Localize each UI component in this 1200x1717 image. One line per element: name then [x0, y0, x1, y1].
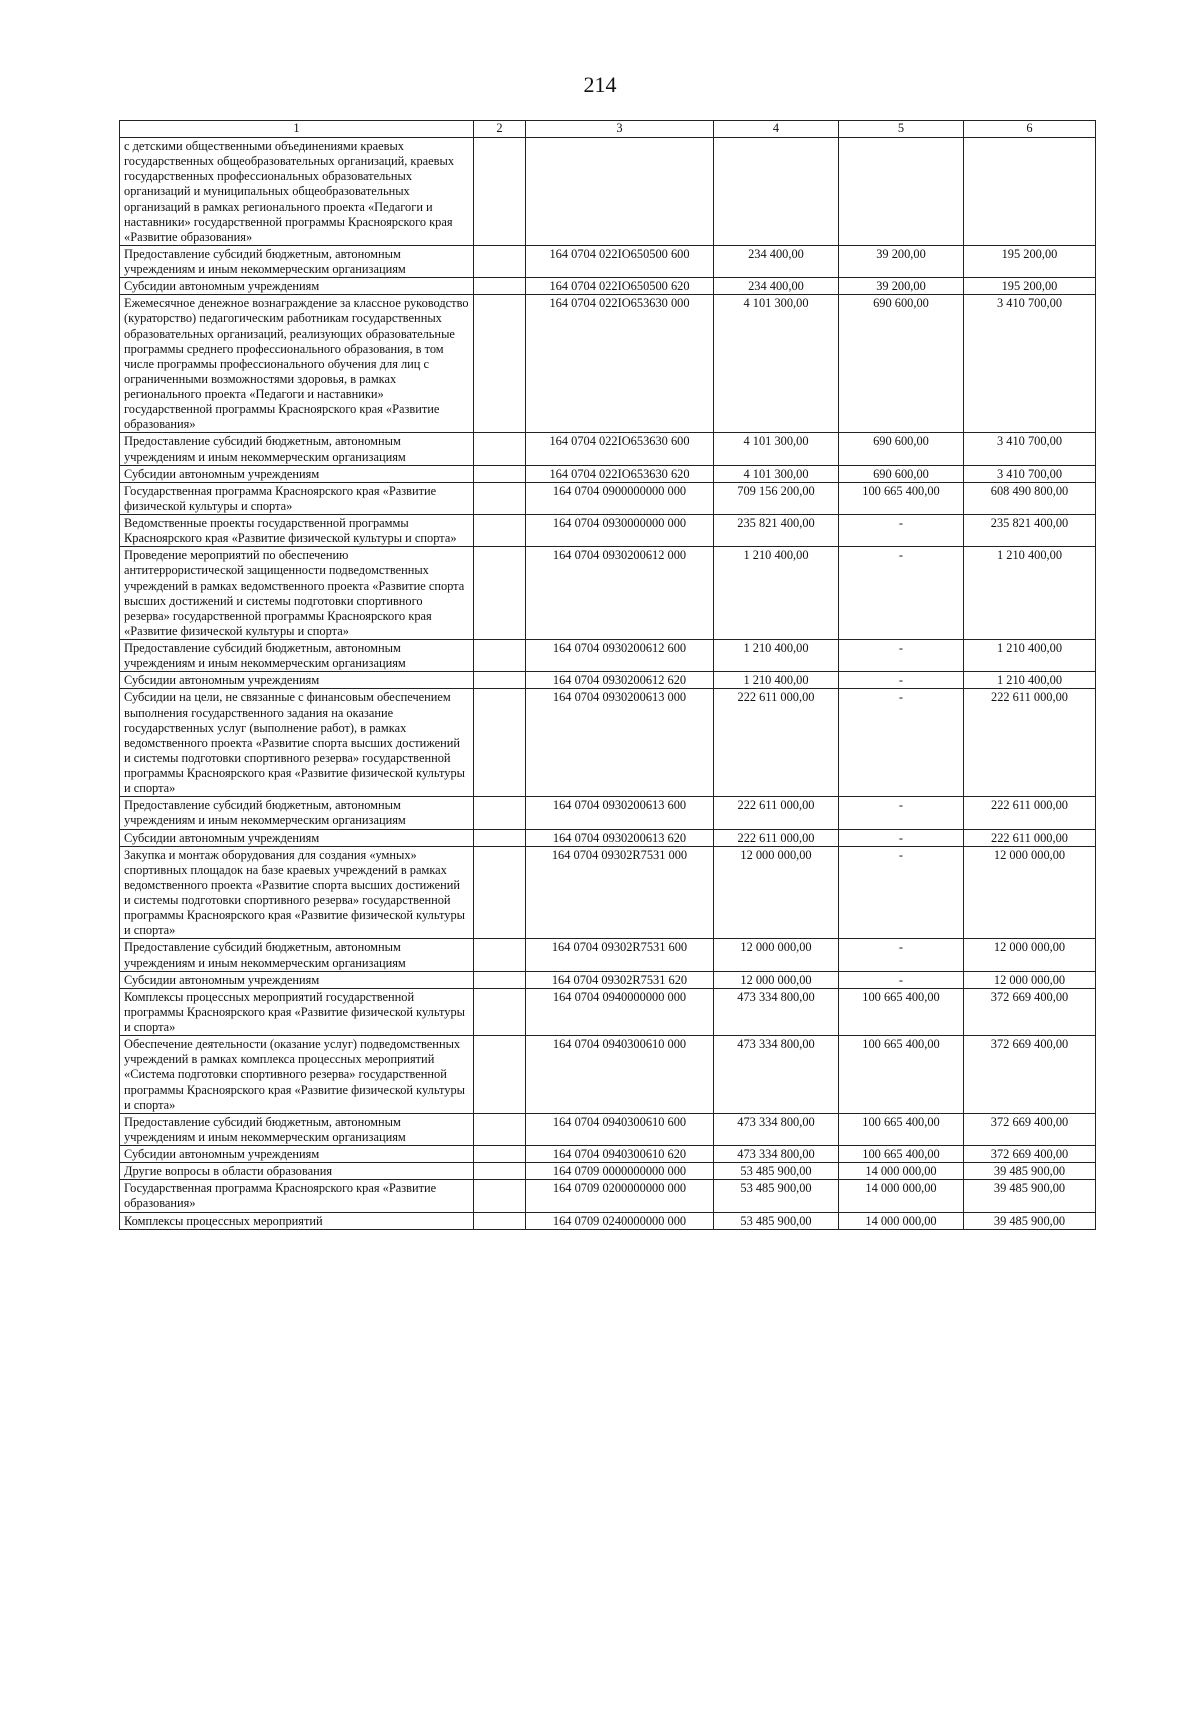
row-value-col5: 100 665 400,00 [839, 988, 964, 1035]
table-row [120, 278, 1096, 295]
row-value-col6: 39 485 900,00 [964, 1212, 1096, 1229]
page-number: 214 [583, 72, 617, 97]
row-col2 [474, 797, 526, 829]
table-row [120, 971, 1096, 988]
row-name: Другие вопросы в области образования [120, 1163, 474, 1180]
row-value-col5: - [839, 689, 964, 797]
row-col2 [474, 515, 526, 547]
row-col2 [474, 547, 526, 640]
table-row [120, 689, 1096, 797]
table-row [120, 988, 1096, 1035]
row-value-col6: 1 210 400,00 [964, 547, 1096, 640]
row-name: Ведомственные проекты государственной программы Красноярского края «Развитие физической культуры и спорта» [120, 515, 474, 547]
row-col2 [474, 465, 526, 482]
row-code: 164 0704 0940000000 000 [526, 988, 714, 1035]
row-name: Субсидии на цели, не связанные с финансовым обеспечением выполнения государственного задания на оказание государственных услуг (выполнение работ), в рамках ведомственного проекта «Развитие спорта высших достижений и системы подготовки спортивного резерва» государственной программы Красноярского края «Развитие физической культуры и спорта» [120, 689, 474, 797]
row-code: 164 0704 0940300610 000 [526, 1036, 714, 1114]
row-col2 [474, 482, 526, 514]
column-header-1: 1 [120, 121, 474, 138]
row-name: Государственная программа Красноярского края «Развитие физической культуры и спорта» [120, 482, 474, 514]
row-value-col4: 473 334 800,00 [714, 1146, 839, 1163]
row-value-col6: 39 485 900,00 [964, 1163, 1096, 1180]
row-col2 [474, 689, 526, 797]
row-value-col5: - [839, 797, 964, 829]
table-row [120, 295, 1096, 433]
row-value-col4 [714, 138, 839, 246]
row-code: 164 0709 0240000000 000 [526, 1212, 714, 1229]
row-value-col6: 3 410 700,00 [964, 295, 1096, 433]
row-value-col4: 222 611 000,00 [714, 797, 839, 829]
row-value-col4: 4 101 300,00 [714, 433, 839, 465]
row-code: 164 0704 0940300610 600 [526, 1113, 714, 1145]
row-value-col5: 100 665 400,00 [839, 1036, 964, 1114]
row-code: 164 0704 0930000000 000 [526, 515, 714, 547]
row-code: 164 0709 0000000000 000 [526, 1163, 714, 1180]
budget-table [119, 120, 1096, 1230]
row-value-col4: 473 334 800,00 [714, 1036, 839, 1114]
row-code: 164 0704 022IO653630 620 [526, 465, 714, 482]
row-value-col4: 53 485 900,00 [714, 1180, 839, 1212]
row-value-col6: 12 000 000,00 [964, 939, 1096, 971]
table-row [120, 846, 1096, 939]
row-value-col4: 1 210 400,00 [714, 547, 839, 640]
row-value-col6: 195 200,00 [964, 278, 1096, 295]
row-value-col5: - [839, 939, 964, 971]
row-value-col4: 234 400,00 [714, 245, 839, 277]
row-value-col4: 12 000 000,00 [714, 846, 839, 939]
table-row [120, 640, 1096, 672]
row-value-col4: 4 101 300,00 [714, 295, 839, 433]
row-col2 [474, 245, 526, 277]
row-name: Предоставление субсидий бюджетным, автономным учреждениям и иным некоммерческим организациям [120, 245, 474, 277]
row-name: Субсидии автономным учреждениям [120, 829, 474, 846]
row-col2 [474, 138, 526, 246]
row-col2 [474, 1180, 526, 1212]
row-code [526, 138, 714, 246]
row-value-col6: 372 669 400,00 [964, 1036, 1096, 1114]
row-value-col6: 3 410 700,00 [964, 465, 1096, 482]
row-name: Предоставление субсидий бюджетным, автономным учреждениям и иным некоммерческим организациям [120, 939, 474, 971]
row-value-col4: 234 400,00 [714, 278, 839, 295]
row-col2 [474, 278, 526, 295]
column-header-5: 5 [839, 121, 964, 138]
table-row [120, 1036, 1096, 1114]
row-name: Предоставление субсидий бюджетным, автономным учреждениям и иным некоммерческим организациям [120, 640, 474, 672]
row-value-col4: 1 210 400,00 [714, 672, 839, 689]
row-value-col4: 53 485 900,00 [714, 1163, 839, 1180]
row-code: 164 0704 0930200612 620 [526, 672, 714, 689]
row-value-col4: 222 611 000,00 [714, 829, 839, 846]
row-value-col6: 3 410 700,00 [964, 433, 1096, 465]
row-value-col5: - [839, 829, 964, 846]
row-name: Закупка и монтаж оборудования для создания «умных» спортивных площадок на базе краевых учреждений в рамках ведомственного проекта «Развитие спорта высших достижений и системы подготовки спортивного резерва» государственной программы Красноярского края «Развитие физической культуры и спорта» [120, 846, 474, 939]
row-name: Обеспечение деятельности (оказание услуг) подведомственных учреждений в рамках комплекса процессных мероприятий «Система подготовки спортивного резерва» государственной программы Красноярского края «Развитие физической культуры и спорта» [120, 1036, 474, 1114]
table-row [120, 138, 1096, 246]
column-header-4: 4 [714, 121, 839, 138]
row-value-col6: 235 821 400,00 [964, 515, 1096, 547]
row-name: Субсидии автономным учреждениям [120, 971, 474, 988]
row-name: Субсидии автономным учреждениям [120, 465, 474, 482]
row-code: 164 0704 0930200613 600 [526, 797, 714, 829]
row-value-col4: 222 611 000,00 [714, 689, 839, 797]
row-name: Субсидии автономным учреждениям [120, 278, 474, 295]
row-value-col5: 39 200,00 [839, 278, 964, 295]
row-value-col5: 100 665 400,00 [839, 482, 964, 514]
row-col2 [474, 640, 526, 672]
column-header-3: 3 [526, 121, 714, 138]
row-value-col6: 195 200,00 [964, 245, 1096, 277]
column-header-2: 2 [474, 121, 526, 138]
row-col2 [474, 971, 526, 988]
row-value-col4: 709 156 200,00 [714, 482, 839, 514]
row-value-col6: 222 611 000,00 [964, 797, 1096, 829]
row-code: 164 0709 0200000000 000 [526, 1180, 714, 1212]
row-value-col4: 235 821 400,00 [714, 515, 839, 547]
row-value-col5: - [839, 640, 964, 672]
row-value-col6: 222 611 000,00 [964, 689, 1096, 797]
row-code: 164 0704 0930200613 000 [526, 689, 714, 797]
table-header-row [120, 121, 1096, 138]
row-value-col6: 608 490 800,00 [964, 482, 1096, 514]
row-code: 164 0704 022IO653630 000 [526, 295, 714, 433]
row-col2 [474, 1036, 526, 1114]
row-col2 [474, 846, 526, 939]
row-value-col4: 12 000 000,00 [714, 971, 839, 988]
row-value-col6: 372 669 400,00 [964, 988, 1096, 1035]
row-value-col5: - [839, 846, 964, 939]
row-value-col5: 100 665 400,00 [839, 1113, 964, 1145]
row-name: Предоставление субсидий бюджетным, автономным учреждениям и иным некоммерческим организациям [120, 433, 474, 465]
row-col2 [474, 939, 526, 971]
column-header-6: 6 [964, 121, 1096, 138]
row-col2 [474, 829, 526, 846]
row-col2 [474, 1163, 526, 1180]
row-value-col5: 690 600,00 [839, 295, 964, 433]
row-value-col6: 39 485 900,00 [964, 1180, 1096, 1212]
table-row [120, 547, 1096, 640]
row-value-col6: 222 611 000,00 [964, 829, 1096, 846]
row-value-col6: 1 210 400,00 [964, 672, 1096, 689]
row-value-col4: 4 101 300,00 [714, 465, 839, 482]
row-value-col5: 690 600,00 [839, 433, 964, 465]
row-value-col5: - [839, 515, 964, 547]
table-row [120, 433, 1096, 465]
table-row [120, 1180, 1096, 1212]
row-value-col6: 12 000 000,00 [964, 846, 1096, 939]
row-col2 [474, 433, 526, 465]
table-row [120, 829, 1096, 846]
row-value-col5: - [839, 547, 964, 640]
row-name: Предоставление субсидий бюджетным, автономным учреждениям и иным некоммерческим организациям [120, 1113, 474, 1145]
row-code: 164 0704 0930200612 000 [526, 547, 714, 640]
table-row [120, 672, 1096, 689]
table-row [120, 482, 1096, 514]
row-name: Проведение мероприятий по обеспечению антитеррористической защищенности подведомственных учреждений в рамках ведомственного проекта «Развитие спорта высших достижений и системы подготовки спортивного резерва» государственной программы Красноярского края «Развитие физической культуры и спорта» [120, 547, 474, 640]
row-code: 164 0704 0930200613 620 [526, 829, 714, 846]
row-value-col6 [964, 138, 1096, 246]
row-col2 [474, 1146, 526, 1163]
row-value-col5: 14 000 000,00 [839, 1163, 964, 1180]
table-row [120, 465, 1096, 482]
row-value-col5: 39 200,00 [839, 245, 964, 277]
table-row [120, 515, 1096, 547]
row-col2 [474, 672, 526, 689]
table-row [120, 797, 1096, 829]
row-value-col6: 12 000 000,00 [964, 971, 1096, 988]
row-value-col4: 473 334 800,00 [714, 1113, 839, 1145]
table-row [120, 245, 1096, 277]
row-col2 [474, 1212, 526, 1229]
table-row [120, 1212, 1096, 1229]
row-code: 164 0704 0930200612 600 [526, 640, 714, 672]
table-row [120, 939, 1096, 971]
row-code: 164 0704 0900000000 000 [526, 482, 714, 514]
row-name: Комплексы процессных мероприятий государственной программы Красноярского края «Развитие физической культуры и спорта» [120, 988, 474, 1035]
row-name: Субсидии автономным учреждениям [120, 1146, 474, 1163]
row-value-col6: 372 669 400,00 [964, 1146, 1096, 1163]
row-value-col5: - [839, 672, 964, 689]
row-value-col5: 14 000 000,00 [839, 1212, 964, 1229]
row-name: Субсидии автономным учреждениям [120, 672, 474, 689]
row-col2 [474, 1113, 526, 1145]
row-col2 [474, 988, 526, 1035]
row-value-col6: 372 669 400,00 [964, 1113, 1096, 1145]
row-value-col4: 12 000 000,00 [714, 939, 839, 971]
row-name: Ежемесячное денежное вознаграждение за классное руководство (кураторство) педагогическим работникам государственных образовательных организаций, реализующих образовательные программы среднего профессионального образования, в том числе программы профессионального обучения для лиц с ограниченными возможностями здоровья, в рамках регионального проекта «Педагоги и наставники» государственной программы Красноярского края «Развитие образования» [120, 295, 474, 433]
row-code: 164 0704 022IO650500 600 [526, 245, 714, 277]
table-row [120, 1146, 1096, 1163]
row-value-col5: 690 600,00 [839, 465, 964, 482]
row-value-col4: 53 485 900,00 [714, 1212, 839, 1229]
row-value-col5: - [839, 971, 964, 988]
row-value-col5: 100 665 400,00 [839, 1146, 964, 1163]
row-col2 [474, 295, 526, 433]
table-row [120, 1163, 1096, 1180]
row-value-col4: 473 334 800,00 [714, 988, 839, 1035]
row-code: 164 0704 022IO653630 600 [526, 433, 714, 465]
row-value-col6: 1 210 400,00 [964, 640, 1096, 672]
row-name: Комплексы процессных мероприятий [120, 1212, 474, 1229]
row-code: 164 0704 0940300610 620 [526, 1146, 714, 1163]
row-value-col4: 1 210 400,00 [714, 640, 839, 672]
row-name: Государственная программа Красноярского края «Развитие образования» [120, 1180, 474, 1212]
row-name: с детскими общественными объединениями краевых государственных общеобразовательных организаций, краевых государственных профессиональных образовательных организаций и муниципальных общеобразовательных организаций в рамках регионального проекта «Педагоги и наставники» государственной программы Красноярского края «Развитие образования» [120, 138, 474, 246]
row-code: 164 0704 09302R7531 000 [526, 846, 714, 939]
row-value-col5: 14 000 000,00 [839, 1180, 964, 1212]
row-value-col5 [839, 138, 964, 246]
row-code: 164 0704 022IO650500 620 [526, 278, 714, 295]
row-code: 164 0704 09302R7531 600 [526, 939, 714, 971]
row-name: Предоставление субсидий бюджетным, автономным учреждениям и иным некоммерческим организациям [120, 797, 474, 829]
row-code: 164 0704 09302R7531 620 [526, 971, 714, 988]
table-row [120, 1113, 1096, 1145]
